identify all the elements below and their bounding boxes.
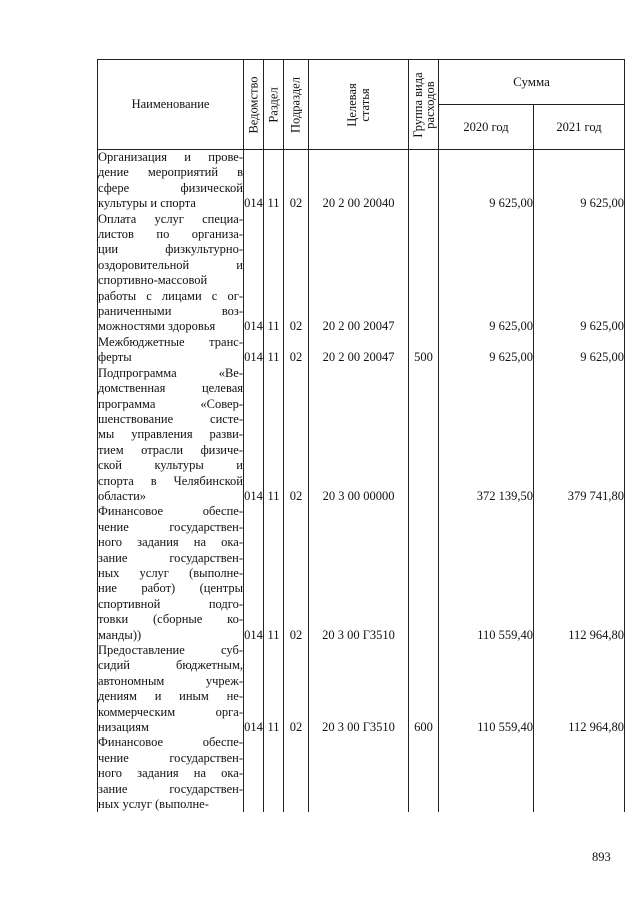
row-name-line: культуры и спорта bbox=[98, 196, 196, 211]
table-row bbox=[98, 335, 625, 366]
row-name-line: дение мероприятий в bbox=[98, 165, 243, 180]
row-name-line: ного задания на ока- bbox=[98, 766, 243, 781]
row-expense-group: 500 bbox=[409, 335, 439, 366]
header-sum: Сумма bbox=[439, 60, 625, 105]
row-name-line: Финансовое обеспе- bbox=[98, 504, 243, 519]
row-name-line: товки (сборные ко- bbox=[98, 612, 243, 627]
row-name-line: спортивно-массовой bbox=[98, 273, 208, 288]
page-number: 893 bbox=[592, 850, 611, 864]
row-name-line: спорта в Челябинской bbox=[98, 473, 243, 488]
table-row bbox=[98, 366, 625, 505]
row-section: 11 bbox=[264, 366, 284, 505]
row-amount-2021: 9 625,00 bbox=[534, 150, 625, 212]
row-department bbox=[244, 735, 264, 812]
table-body bbox=[98, 150, 625, 813]
row-subsection: 02 bbox=[284, 150, 309, 212]
row-name-line: ции физкультурно- bbox=[98, 242, 243, 257]
row-amount-2021 bbox=[534, 735, 625, 812]
row-name-line: шенствование систе- bbox=[98, 411, 243, 426]
row-name-line: можностями здоровья bbox=[98, 319, 216, 334]
row-name-line: ской культуры и bbox=[98, 458, 243, 473]
row-name-line: чение государствен- bbox=[98, 750, 243, 765]
row-department: 014 bbox=[244, 504, 264, 643]
row-department: 014 bbox=[244, 150, 264, 212]
row-target-article: 20 2 00 20047 bbox=[309, 212, 409, 335]
row-name-line: Оплата услуг специа- bbox=[98, 211, 243, 226]
table-row bbox=[98, 150, 625, 212]
row-amount-2020: 372 139,50 bbox=[439, 366, 534, 505]
header-year-2021: 2021 год bbox=[534, 105, 625, 150]
row-target-article: 20 2 00 20040 bbox=[309, 150, 409, 212]
budget-table bbox=[97, 59, 625, 812]
row-section: 11 bbox=[264, 643, 284, 735]
row-expense-group bbox=[409, 735, 439, 812]
row-expense-group bbox=[409, 366, 439, 505]
row-department: 014 bbox=[244, 335, 264, 366]
row-name-line: спортивной подго- bbox=[98, 596, 243, 611]
row-name-line: ферты bbox=[98, 350, 132, 365]
row-name bbox=[98, 735, 244, 812]
header-year-2020: 2020 год bbox=[439, 105, 534, 150]
row-section: 11 bbox=[264, 335, 284, 366]
row-name-line: мы управления разви- bbox=[98, 427, 243, 442]
row-amount-2021: 112 964,80 bbox=[534, 504, 625, 643]
row-amount-2020: 9 625,00 bbox=[439, 150, 534, 212]
row-name-line: зание государствен- bbox=[98, 550, 243, 565]
header-subsection: Подраздел bbox=[284, 60, 309, 150]
row-name-line: Межбюджетные транс- bbox=[98, 334, 243, 349]
row-amount-2020: 110 559,40 bbox=[439, 504, 534, 643]
row-subsection: 02 bbox=[284, 335, 309, 366]
row-subsection: 02 bbox=[284, 643, 309, 735]
header-row-1 bbox=[98, 60, 625, 105]
row-name bbox=[98, 643, 244, 735]
row-target-article: 20 2 00 20047 bbox=[309, 335, 409, 366]
row-name-line: оздоровительной и bbox=[98, 257, 243, 272]
row-target-article: 20 3 00 Г3510 bbox=[309, 643, 409, 735]
header-department: Ведомство bbox=[244, 60, 264, 150]
header-section: Раздел bbox=[264, 60, 284, 150]
row-amount-2021: 9 625,00 bbox=[534, 335, 625, 366]
row-name-line: сидий бюджетным, bbox=[98, 658, 243, 673]
row-name-line: программа «Совер- bbox=[98, 396, 243, 411]
row-name-line: области» bbox=[98, 488, 147, 503]
row-name-line: Организация и прове- bbox=[98, 150, 243, 164]
row-name-line: раниченными воз- bbox=[98, 304, 243, 319]
row-section: 11 bbox=[264, 150, 284, 212]
row-name-line: Подпрограмма «Ве- bbox=[98, 365, 243, 380]
row-name-line: ние работ) (центры bbox=[98, 581, 243, 596]
row-subsection bbox=[284, 735, 309, 812]
row-name-line: домственная целевая bbox=[98, 381, 243, 396]
table-row bbox=[98, 735, 625, 812]
row-name-line: ного задания на ока- bbox=[98, 535, 243, 550]
row-name-line: дениям и иным не- bbox=[98, 689, 243, 704]
row-name-line: листов по организа- bbox=[98, 227, 243, 242]
row-subsection: 02 bbox=[284, 366, 309, 505]
row-amount-2020: 9 625,00 bbox=[439, 212, 534, 335]
row-name-line: зание государствен- bbox=[98, 781, 243, 796]
row-name bbox=[98, 366, 244, 505]
row-name bbox=[98, 504, 244, 643]
row-name-line: коммерческим орга- bbox=[98, 704, 243, 719]
row-name-line: тием отрасли физиче- bbox=[98, 442, 243, 457]
row-subsection: 02 bbox=[284, 212, 309, 335]
row-target-article: 20 3 00 Г3510 bbox=[309, 504, 409, 643]
row-department: 014 bbox=[244, 212, 264, 335]
row-name-line: автономным учреж- bbox=[98, 673, 243, 688]
row-section: 11 bbox=[264, 504, 284, 643]
row-name bbox=[98, 212, 244, 335]
row-name-line: чение государствен- bbox=[98, 519, 243, 534]
row-expense-group: 600 bbox=[409, 643, 439, 735]
row-name-line: ных услуг (выполне- bbox=[98, 797, 209, 812]
row-name bbox=[98, 150, 244, 212]
table-row bbox=[98, 643, 625, 735]
row-amount-2020: 110 559,40 bbox=[439, 643, 534, 735]
row-amount-2021: 112 964,80 bbox=[534, 643, 625, 735]
row-name-line: работы с лицами с ог- bbox=[98, 288, 243, 303]
row-amount-2020: 9 625,00 bbox=[439, 335, 534, 366]
row-name bbox=[98, 335, 244, 366]
header-expense-group: Группа вида расходов bbox=[409, 60, 439, 150]
row-amount-2021: 9 625,00 bbox=[534, 212, 625, 335]
row-name-line: сфере физической bbox=[98, 180, 243, 195]
table-row bbox=[98, 504, 625, 643]
table-row bbox=[98, 212, 625, 335]
row-expense-group bbox=[409, 150, 439, 212]
row-name-line: ных услуг (выполне- bbox=[98, 565, 243, 580]
header-name: Наименование bbox=[98, 60, 244, 150]
row-name-line: низациям bbox=[98, 720, 149, 735]
row-expense-group bbox=[409, 504, 439, 643]
row-name-line: Финансовое обеспе- bbox=[98, 735, 243, 750]
row-section: 11 bbox=[264, 212, 284, 335]
row-target-article: 20 3 00 00000 bbox=[309, 366, 409, 505]
row-expense-group bbox=[409, 212, 439, 335]
header-target-article: Целевая статья bbox=[309, 60, 409, 150]
row-amount-2020 bbox=[439, 735, 534, 812]
row-name-line: Предоставление суб- bbox=[98, 643, 243, 657]
row-section bbox=[264, 735, 284, 812]
row-target-article bbox=[309, 735, 409, 812]
row-department: 014 bbox=[244, 366, 264, 505]
row-amount-2021: 379 741,80 bbox=[534, 366, 625, 505]
row-department: 014 bbox=[244, 643, 264, 735]
row-name-line: манды)) bbox=[98, 627, 142, 642]
row-subsection: 02 bbox=[284, 504, 309, 643]
